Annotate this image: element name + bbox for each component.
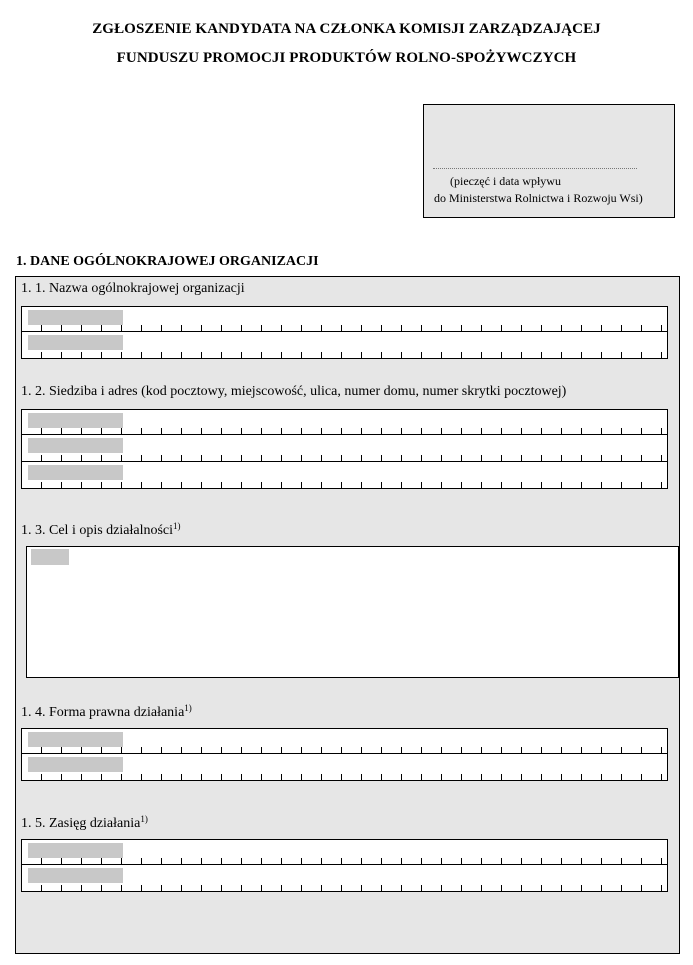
- field-1-4-row-1[interactable]: [21, 728, 668, 754]
- footnote-marker: 1): [184, 703, 192, 713]
- field-1-3-label: [21, 521, 181, 539]
- prefilled-gray-block: [28, 868, 123, 883]
- footnote-marker: 1): [140, 814, 148, 824]
- form-title-line2: FUNDUSZU PROMOCJI PRODUKTÓW ROLNO-SPOŻYWCZYCH: [116, 50, 577, 66]
- form-title-line1: ZGŁOSZENIE KANDYDATA NA CZŁONKA KOMISJI ZARZĄDZAJĄCEJ: [92, 21, 601, 37]
- field-1-5-label-text: 1. 5. Zasięg działania: [21, 816, 141, 831]
- stamp-caption-line1: (pieczęć i data wpływu: [450, 174, 561, 188]
- field-1-4-row-2[interactable]: [21, 754, 668, 781]
- prefilled-gray-block: [28, 413, 123, 428]
- field-1-5-row-2[interactable]: [21, 865, 668, 892]
- field-1-5-row-1[interactable]: [21, 839, 668, 865]
- prefilled-gray-block: [28, 335, 123, 350]
- field-1-1-row-2[interactable]: [21, 332, 668, 359]
- field-1-3-textarea[interactable]: [26, 546, 679, 678]
- stamp-dotted-line: [433, 168, 637, 169]
- prefilled-gray-block: [28, 757, 123, 772]
- prefilled-gray-block: [31, 549, 69, 565]
- field-1-2-label: 1. 2. Siedziba i adres (kod pocztowy, miejscowość, ulica, numer domu, numer skrytki pocztowej): [21, 384, 567, 399]
- prefilled-gray-block: [28, 438, 123, 453]
- receipt-stamp-box: [423, 104, 675, 218]
- field-1-1-row-1[interactable]: [21, 306, 668, 332]
- section-1-heading: 1. DANE OGÓLNOKRAJOWEJ ORGANIZACJI: [16, 254, 319, 269]
- prefilled-gray-block: [28, 732, 123, 747]
- field-1-4-label: [21, 703, 192, 721]
- field-1-2-row-2[interactable]: [21, 435, 668, 462]
- field-1-1-label: 1. 1. Nazwa ogólnokrajowej organizacji: [21, 281, 245, 296]
- prefilled-gray-block: [28, 843, 123, 858]
- field-1-5-label: [21, 814, 148, 832]
- field-1-2-row-3[interactable]: [21, 462, 668, 489]
- stamp-caption-line2: do Ministerstwa Rolnictwa i Rozwoju Wsi): [434, 191, 643, 205]
- field-1-3-label-text: 1. 3. Cel i opis działalności: [21, 523, 174, 538]
- prefilled-gray-block: [28, 465, 123, 480]
- footnote-marker: 1): [173, 521, 181, 531]
- prefilled-gray-block: [28, 310, 123, 325]
- field-1-2-row-1[interactable]: [21, 409, 668, 435]
- field-1-4-label-text: 1. 4. Forma prawna działania: [21, 705, 185, 720]
